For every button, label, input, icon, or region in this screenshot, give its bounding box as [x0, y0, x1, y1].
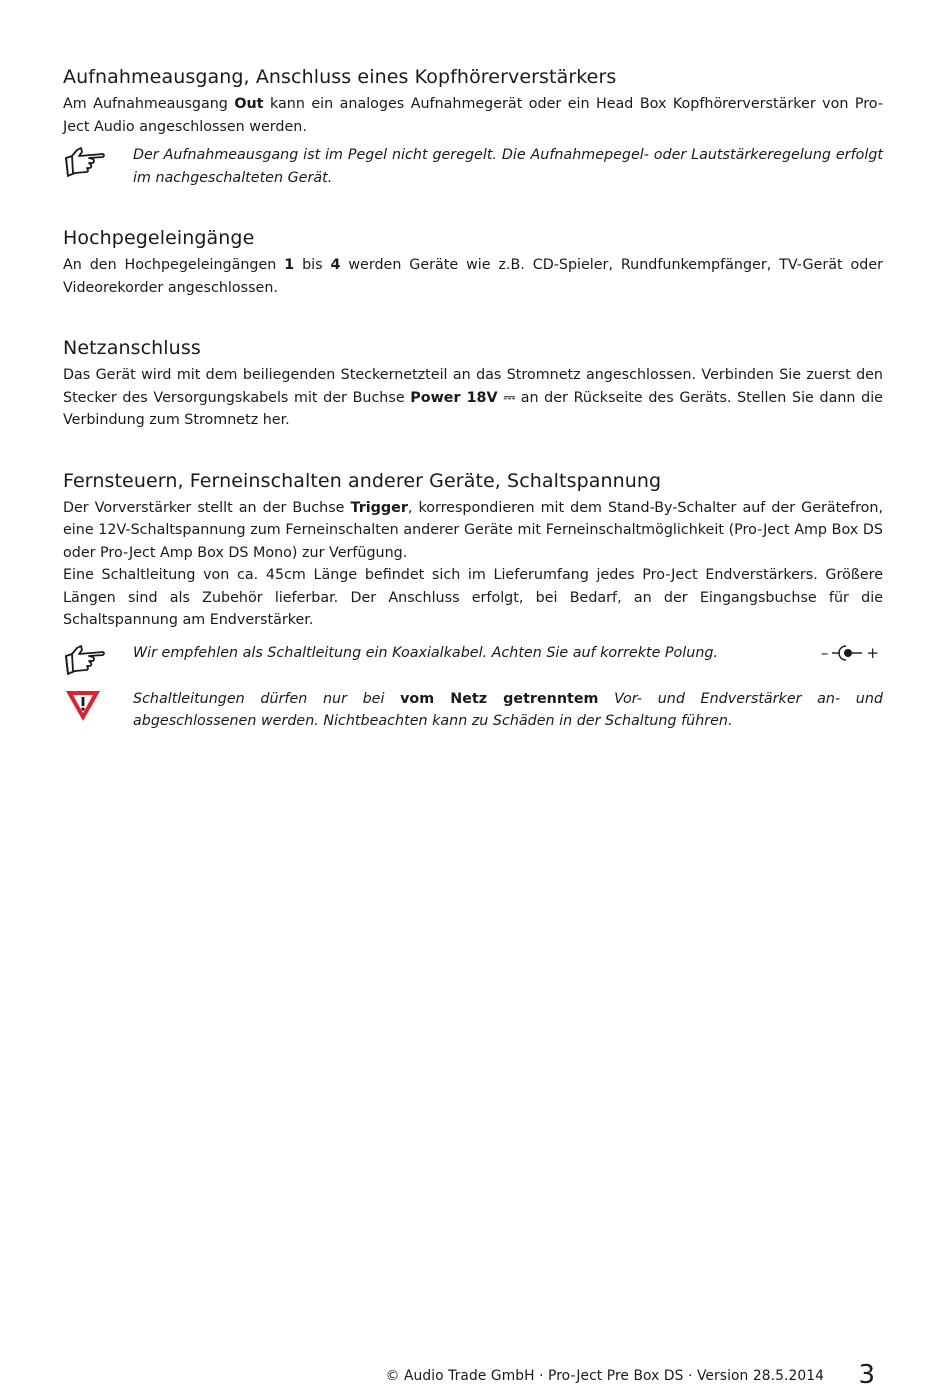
note — [63, 144, 883, 189]
warning-text: Schaltleitungen dürfen nur bei vom Netz getrenntem Vor- und Endverstärker an- und abgeschlossenen werden. Nichtbeachten kann zu Schäden in der Schaltung führen. — [133, 690, 884, 729]
section-line-inputs — [63, 225, 883, 299]
note-text: Wir empfehlen als Schaltleitung ein Koaxialkabel. Achten Sie auf korrekte Polung. – + — [133, 642, 883, 665]
polarity-symbol: – + — [820, 643, 879, 662]
coax-connector-icon — [830, 644, 864, 662]
page-content — [63, 64, 883, 769]
section-paragraph: An den Hochpegeleingängen 1 bis 4 werden Geräte wie z.B. CD-Spieler, Rundfunkempfänger, TV-Gerät oder Videorekorder angeschlossen. — [63, 257, 883, 296]
section-paragraph: Eine Schaltleitung von ca. 45cm Länge befindet sich im Lieferumfang jedes Pro-Ject Endverstärkers. Größere Längen sind als Zubehör lieferbar. Der Anschluss erfolgt, bei Bedarf, an der Eingangsbuchse für die Schaltspannung am Endverstärker. — [63, 567, 883, 628]
section-record-output — [63, 64, 883, 189]
section-paragraph: Der Vorverstärker stellt an der Buchse Trigger, korrespondieren mit dem Stand-By-Schalter auf der Gerätefron, eine 12V-Schaltspannung zum Ferneinschalten anderer Geräte mit Ferneinschaltmöglichkeit (Pro-Ject Amp Box DS oder Pro-Ject Amp Box DS Mono) zur Verfügung. — [63, 499, 883, 561]
section-title: Aufnahmeausgang, Anschluss eines Kopfhörerverstärkers — [63, 66, 617, 88]
note-text: Der Aufnahmeausgang ist im Pegel nicht geregelt. Die Aufnahmepegel- oder Lautstärkeregelung erfolgt im nachgeschalteten Gerät. — [133, 147, 883, 186]
section-paragraph: Am Aufnahmeausgang Out kann ein analoges Aufnahmegerät oder ein Head Box Kopfhörerverstärker von Pro-Ject Audio angeschlossen werden. — [63, 96, 883, 135]
footer-text: © Audio Trade GmbH · Pro-Ject Pre Box DS · Version 28.5.2014 — [385, 1368, 824, 1384]
section-trigger — [63, 468, 883, 733]
pointing-hand-icon — [63, 642, 133, 682]
warning-triangle-icon — [63, 688, 133, 728]
section-paragraph: Das Gerät wird mit dem beiliegenden Steckernetzteil an das Stromnetz angeschlossen. Verbinden Sie zuerst den Stecker des Versorgungskabels mit der Buchse Power 18V ⎓ an der Rückseite des Geräts. Stellen Sie dann die Verbindung zum Stromnetz her. — [63, 367, 883, 428]
page-number: 3 — [858, 1360, 875, 1390]
pointing-hand-icon — [63, 144, 133, 184]
warning-note — [63, 688, 883, 733]
section-title: Fernsteuern, Ferneinschalten anderer Geräte, Schaltspannung — [63, 469, 662, 492]
note — [63, 642, 883, 682]
section-title: Netzanschluss — [63, 337, 201, 359]
section-power — [63, 335, 883, 432]
section-title: Hochpegeleingänge — [63, 227, 255, 249]
